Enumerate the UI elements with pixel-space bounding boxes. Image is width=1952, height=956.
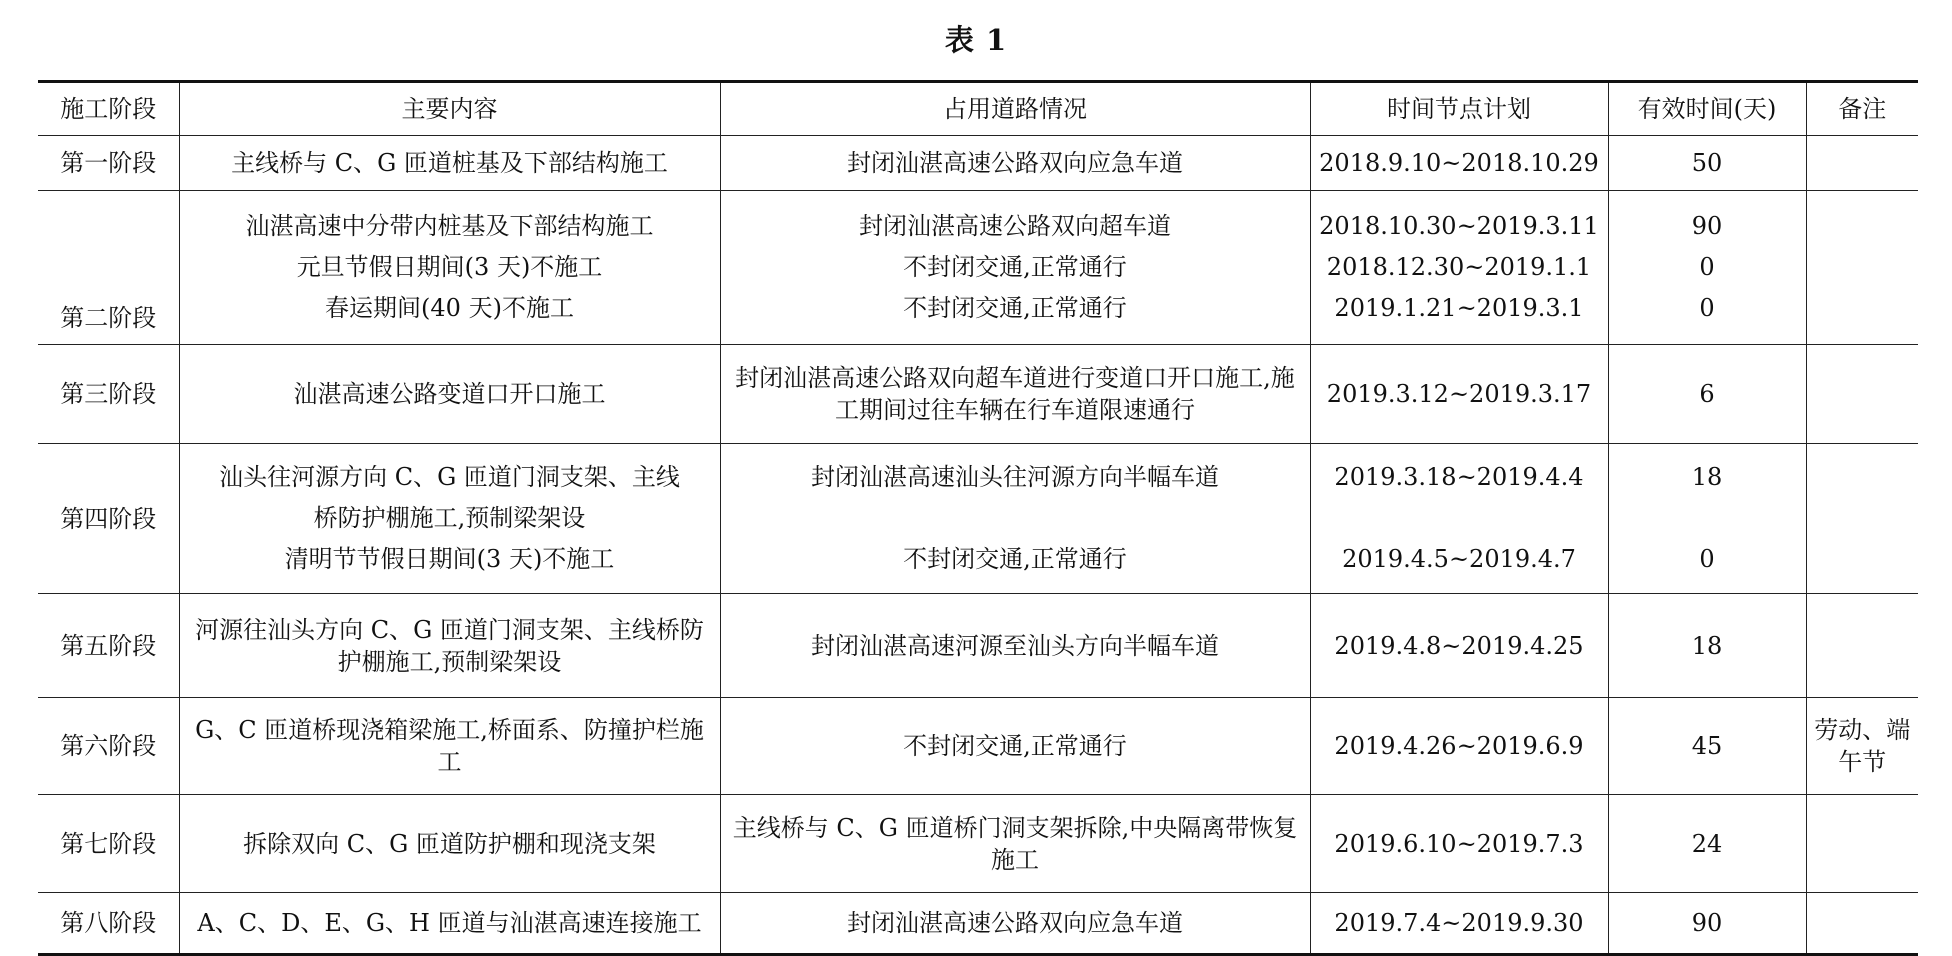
time-cell: 2019.7.4~2019.9.30 <box>1310 893 1608 955</box>
days-cell: 50 <box>1608 136 1806 191</box>
time-line: 2018.10.30~2019.3.11 <box>1319 212 1599 240</box>
days-cell: 45 <box>1608 698 1806 795</box>
road-line: 不封闭交通,正常通行 <box>903 253 1127 281</box>
note-cell <box>1806 795 1918 893</box>
table-header-row <box>38 82 1918 136</box>
blank-line <box>725 498 1306 539</box>
road-cell: 封闭汕湛高速河源至汕头方向半幅车道 <box>720 594 1310 698</box>
content-cell <box>179 444 720 594</box>
header-stage: 施工阶段 <box>38 82 179 136</box>
content-cell: 拆除双向 C、G 匝道防护棚和现浇支架 <box>179 795 720 893</box>
table-row <box>38 893 1918 955</box>
road-cell: 不封闭交通,正常通行 <box>720 698 1310 795</box>
content-cell: 主线桥与 C、G 匝道桩基及下部结构施工 <box>179 136 720 191</box>
road-cell: 主线桥与 C、G 匝道桥门洞支架拆除,中央隔离带恢复施工 <box>720 795 1310 893</box>
note-cell <box>1806 444 1918 594</box>
stage-cell: 第三阶段 <box>38 345 179 444</box>
content-cell: G、C 匝道桥现浇箱梁施工,桥面系、防撞护栏施工 <box>179 698 720 795</box>
stage-cell: 第七阶段 <box>38 795 179 893</box>
road-line: 不封闭交通,正常通行 <box>903 294 1127 322</box>
header-road: 占用道路情况 <box>720 82 1310 136</box>
stage-cell: 第五阶段 <box>38 594 179 698</box>
road-cell: 封闭汕湛高速公路双向应急车道 <box>720 136 1310 191</box>
road-cell <box>720 444 1310 594</box>
time-line: 2019.1.21~2019.3.1 <box>1334 294 1584 322</box>
time-cell: 2018.9.10~2018.10.29 <box>1310 136 1608 191</box>
time-line: 2019.4.5~2019.4.7 <box>1342 545 1576 573</box>
note-cell <box>1806 345 1918 444</box>
table-row <box>38 698 1918 795</box>
stage-cell: 第六阶段 <box>38 698 179 795</box>
days-cell: 24 <box>1608 795 1806 893</box>
time-cell <box>1310 191 1608 345</box>
stage-cell: 第八阶段 <box>38 893 179 955</box>
table-row <box>38 795 1918 893</box>
time-cell: 2019.4.26~2019.6.9 <box>1310 698 1608 795</box>
road-line: 不封闭交通,正常通行 <box>903 545 1127 573</box>
table-row <box>38 136 1918 191</box>
blank-line <box>1315 498 1604 539</box>
stage-cell: 第一阶段 <box>38 136 179 191</box>
note-cell <box>1806 893 1918 955</box>
note-cell <box>1806 136 1918 191</box>
content-cell: 汕湛高速公路变道口开口施工 <box>179 345 720 444</box>
table-row <box>38 191 1918 345</box>
road-line: 封闭汕湛高速汕头往河源方向半幅车道 <box>811 463 1219 491</box>
days-cell: 90 <box>1608 893 1806 955</box>
header-days: 有效时间(天) <box>1608 82 1806 136</box>
content-line: 春运期间(40 天)不施工 <box>325 294 574 322</box>
time-cell <box>1310 444 1608 594</box>
content-line: 元旦节假日期间(3 天)不施工 <box>296 253 603 281</box>
construction-schedule-table <box>38 80 1918 956</box>
days-line: 0 <box>1699 545 1715 573</box>
table-row <box>38 594 1918 698</box>
time-line: 2019.3.18~2019.4.4 <box>1334 463 1584 491</box>
road-cell: 封闭汕湛高速公路双向超车道进行变道口开口施工,施工期间过往车辆在行车道限速通行 <box>720 345 1310 444</box>
content-line: 桥防护棚施工,预制梁架设 <box>313 504 586 532</box>
days-cell: 6 <box>1608 345 1806 444</box>
content-cell: 河源往汕头方向 C、G 匝道门洞支架、主线桥防护棚施工,预制梁架设 <box>179 594 720 698</box>
table-caption: 表 1 <box>944 23 1008 57</box>
content-cell <box>179 191 720 345</box>
note-cell <box>1806 191 1918 345</box>
days-cell <box>1608 191 1806 345</box>
days-line: 18 <box>1691 463 1723 491</box>
stage-cell: 第四阶段 <box>38 444 179 594</box>
content-line: 汕湛高速中分带内桩基及下部结构施工 <box>245 212 654 240</box>
content-cell: A、C、D、E、G、H 匝道与汕湛高速连接施工 <box>179 893 720 955</box>
header-note: 备注 <box>1806 82 1918 136</box>
days-line: 0 <box>1699 253 1715 281</box>
table-row <box>38 444 1918 594</box>
days-cell: 18 <box>1608 594 1806 698</box>
days-cell <box>1608 444 1806 594</box>
stage-cell: 第二阶段 <box>38 191 179 345</box>
road-line: 封闭汕湛高速公路双向超车道 <box>859 212 1171 240</box>
time-cell: 2019.3.12~2019.3.17 <box>1310 345 1608 444</box>
blank-line <box>1613 498 1802 539</box>
road-cell: 封闭汕湛高速公路双向应急车道 <box>720 893 1310 955</box>
days-line: 0 <box>1699 294 1715 322</box>
content-line: 汕头往河源方向 C、G 匝道门洞支架、主线 <box>219 463 680 491</box>
header-time: 时间节点计划 <box>1310 82 1608 136</box>
content-line: 清明节节假日期间(3 天)不施工 <box>284 545 615 573</box>
time-cell: 2019.4.8~2019.4.25 <box>1310 594 1608 698</box>
table-row <box>38 345 1918 444</box>
header-content: 主要内容 <box>179 82 720 136</box>
note-cell <box>1806 594 1918 698</box>
time-cell: 2019.6.10~2019.7.3 <box>1310 795 1608 893</box>
time-line: 2018.12.30~2019.1.1 <box>1326 253 1592 281</box>
days-line: 90 <box>1691 212 1723 240</box>
note-cell: 劳动、端午节 <box>1806 698 1918 795</box>
road-cell <box>720 191 1310 345</box>
